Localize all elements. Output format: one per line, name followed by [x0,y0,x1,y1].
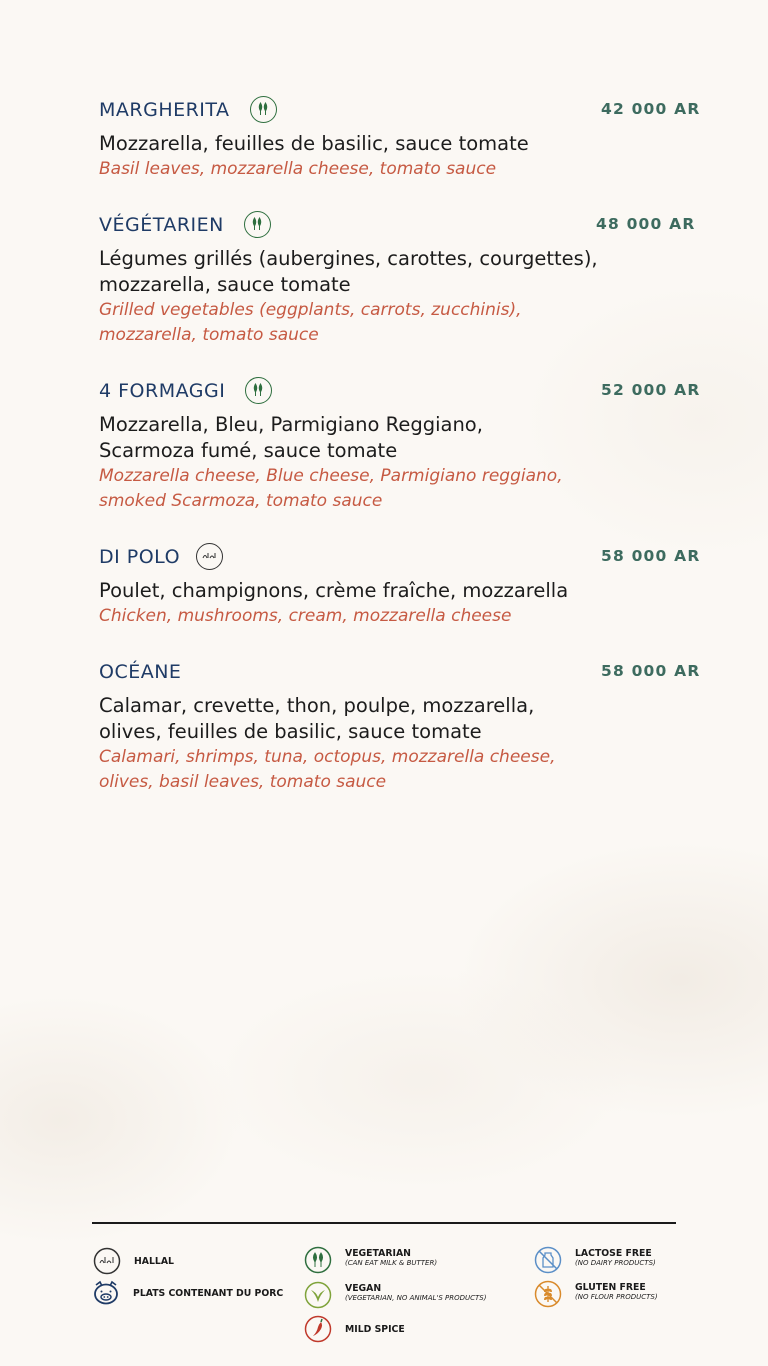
legend-sub: (NO DAIRY PRODUCTS) [575,1259,656,1267]
legend-label: GLUTEN FREE [575,1282,646,1293]
vegetarian-icon [244,211,271,238]
menu-item-di-polo [99,543,699,629]
gluten-free-icon [534,1280,562,1308]
hallal-icon [196,543,223,570]
description-fr [99,578,699,604]
description-en [99,604,699,629]
dish-price: 58 000 AR [601,547,701,565]
description-en-line: Basil leaves, mozzarella cheese, tomato sauce [99,159,497,179]
legend-label: PLATS CONTENANT DU PORC [133,1288,284,1299]
description-fr-line: Mozzarella, feuilles de basilic, sauce tomate [99,132,529,155]
legend-label: MILD SPICE [345,1324,405,1335]
legend-sub: (CAN EAT MILK & BUTTER) [345,1259,438,1267]
vegetarian-icon [245,377,272,404]
dish-price: 52 000 AR [601,381,701,399]
lactose-free-icon [534,1246,562,1274]
description-en [99,745,699,795]
dish-name: DI POLO [99,546,181,568]
dish-price: 58 000 AR [601,662,701,680]
description-fr-line: Mozzarella, Bleu, Parmigiano Reggiano, [99,413,483,436]
description-fr-line: Légumes grillés (aubergines, carottes, courgettes), [99,247,598,270]
dish-name: 4 FORMAGGI [99,380,226,402]
description-en [99,157,699,182]
menu-item-vegetarien [99,211,699,348]
dish-name: MARGHERITA [99,99,230,121]
pig-icon [92,1279,120,1307]
description-en-line: Calamari, shrimps, tuna, octopus, mozzarella cheese, [99,747,556,767]
menu-item-margherita [99,96,699,182]
legend-sub: (NO FLOUR PRODUCTS) [575,1293,658,1301]
menu-item-oceane [99,658,699,795]
hallal-icon [93,1247,121,1275]
description-fr-line: olives, feuilles de basilic, sauce tomate [99,720,482,743]
dish-price: 48 000 AR [596,215,696,233]
description-fr [99,412,699,464]
description-en-line: smoked Scarmoza, tomato sauce [99,491,383,511]
description-en-line: Chicken, mushrooms, cream, mozzarella cheese [99,606,512,626]
legend-label: LACTOSE FREE [575,1248,652,1259]
description-fr [99,131,699,157]
description-en-line: Grilled vegetables (eggplants, carrots, zucchinis), [99,300,522,320]
description-fr-line: Poulet, champignons, crème fraîche, mozzarella [99,579,569,602]
description-en-line: mozzarella, tomato sauce [99,325,319,345]
vegetarian-icon [250,96,277,123]
legend-divider [92,1222,676,1224]
description-fr-line: Scarmoza fumé, sauce tomate [99,439,398,462]
menu-item-4-formaggi [99,377,699,514]
chili-icon [304,1315,332,1343]
description-fr [99,246,699,298]
legend-sub: (VEGETARIAN, NO ANIMAL'S PRODUCTS) [345,1294,487,1302]
legend-label: HALLAL [134,1256,174,1267]
description-en-line: olives, basil leaves, tomato sauce [99,772,387,792]
dish-name: OCÉANE [99,661,182,683]
dish-price: 42 000 AR [601,100,701,118]
legend-label: VEGAN [345,1283,382,1294]
legend-label: VEGETARIAN [345,1248,411,1259]
description-en [99,298,699,348]
vegetarian-icon [304,1246,332,1274]
description-en-line: Mozzarella cheese, Blue cheese, Parmigiano reggiano, [99,466,563,486]
description-en [99,464,699,514]
description-fr [99,693,699,745]
vegan-icon [304,1281,332,1309]
dish-name: VÉGÉTARIEN [99,214,224,236]
description-fr-line: mozzarella, sauce tomate [99,273,351,296]
description-fr-line: Calamar, crevette, thon, poulpe, mozzarella, [99,694,535,717]
